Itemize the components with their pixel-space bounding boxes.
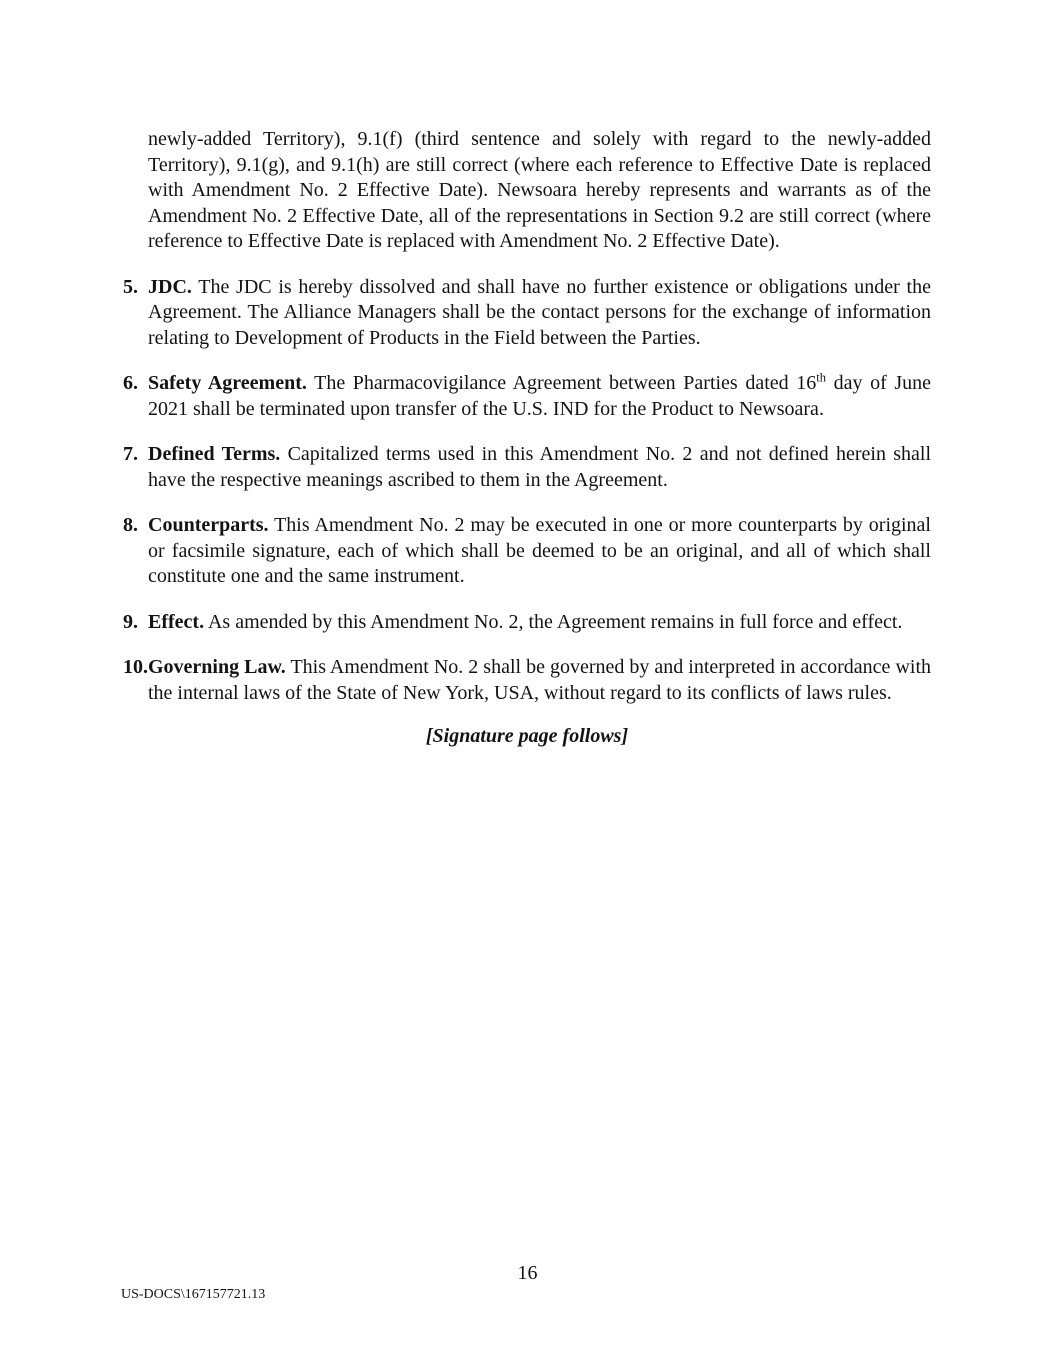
- list-item-7: [123, 442, 932, 493]
- list-item-6-body: The Pharmacovigilance Agreement between Parties dated 16: [306, 372, 817, 394]
- list-item-8-body: This Amendment No. 2 may be executed in one or more counterparts by original or facsimile signature, each of which shall be deemed to be an original, and all of which shall constitute one and the same instrument.: [148, 514, 931, 587]
- list-item-6-number: 6.: [123, 372, 138, 394]
- list-item-6-body-cont: day of June 2021 shall be terminated upon transfer of the U.S. IND for the Product to Newsoara.: [148, 372, 932, 420]
- list-item-7-number: 7.: [123, 443, 138, 465]
- document-body: [123, 127, 932, 750]
- page-number: 16: [517, 1262, 538, 1284]
- list-item-10-number: 10.: [123, 656, 148, 678]
- list-item-10-body: This Amendment No. 2 shall be governed by and interpreted in accordance with the internal laws of the State of New York, USA, without regard to its conflicts of laws rules.: [148, 656, 932, 704]
- list-item-6-superscript: th: [816, 370, 826, 385]
- list-item-9: [123, 610, 931, 636]
- list-item-6-heading: Safety Agreement.: [148, 372, 307, 394]
- list-item-6: [123, 370, 932, 422]
- list-item-10: [123, 655, 932, 706]
- list-item-9-heading: Effect.: [148, 610, 205, 633]
- list-item-8: [123, 513, 931, 590]
- footer-doc-id: US-DOCS\167157721.13: [121, 1287, 266, 1302]
- list-item-5: [123, 275, 931, 352]
- list-item-9-number: 9.: [123, 610, 138, 633]
- list-item-7-body: Capitalized terms used in this Amendment No. 2 and not defined herein shall have the respective meanings ascribed to them in the Agreement.: [148, 443, 932, 491]
- paragraph-continuation: [148, 127, 931, 255]
- list-item-5-body: The JDC is hereby dissolved and shall have no further existence or obligations under the Agreement. The Alliance Managers shall be the contact persons for the exchange of information relating to Development of Products in the Field between the Parties.: [148, 275, 931, 349]
- list-item-5-heading: JDC.: [148, 275, 192, 298]
- list-item-7-heading: Defined Terms.: [148, 443, 281, 465]
- list-item-9-body: As amended by this Amendment No. 2, the Agreement remains in full force and effect.: [204, 610, 903, 633]
- list-item-8-heading: Counterparts.: [148, 514, 269, 536]
- list-item-8-number: 8.: [123, 514, 138, 536]
- signature-page-note: [Signature page follows]: [425, 725, 629, 747]
- list-item-10-heading: Governing Law.: [148, 656, 286, 678]
- list-item-5-number: 5.: [123, 275, 138, 298]
- paragraph-continuation-text: newly-added Territory), 9.1(f) (third sentence and solely with regard to the newly-added Territory), 9.1(g), and 9.1(h) are still correct (where each reference to Effective Date is replaced with Amendment No. 2 Effective Date). Newsoara hereby represents and warrants as of the Amendment No. 2 Effective Date, all of the representations in Section 9.2 are still correct (where reference to Effective Date is replaced with Amendment No. 2 Effective Date).: [148, 128, 931, 252]
